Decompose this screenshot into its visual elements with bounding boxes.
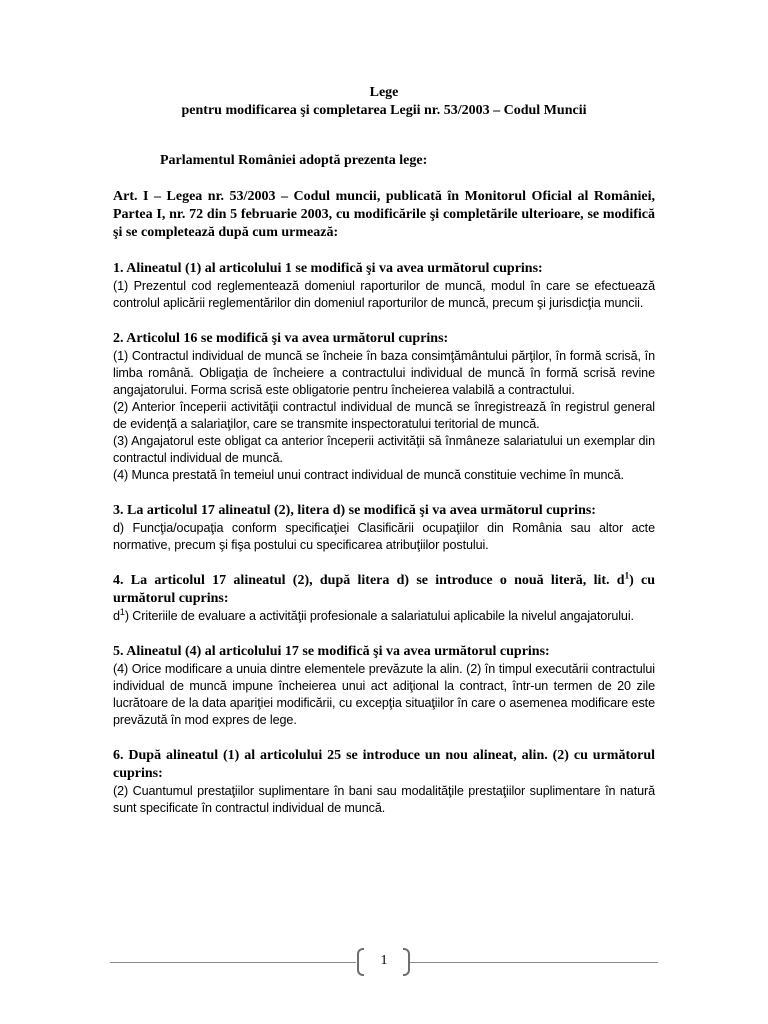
document-subtitle: pentru modificarea şi completarea Legii nr. 53/2003 – Codul Muncii: [181, 103, 587, 118]
section-paragraph: [113, 608, 655, 625]
heading-text: 4. La articolul 17 alineatul (2), după litera d) se introduce o nouă literă, lit. d: [113, 573, 625, 588]
section-1: [113, 260, 655, 312]
superscript: 1: [624, 570, 630, 581]
section-paragraph: (4) Orice modificare a unuia dintre elementele prevăzute la alin. (2) în timpul executării contractului individual de muncă impune încheierea unui act adiţional la contract, într-un termen de 20 zile lucrătoare de la data apariţiei modificării, cu excepţia situaţiilor în care o asemenea modificare este prevăzută în mod expres de lege.: [113, 662, 655, 727]
section-heading: [113, 572, 655, 608]
section-5: [113, 643, 655, 729]
page-number: 1: [380, 953, 388, 968]
article-i: Art. I – Legea nr. 53/2003 – Codul muncii, publicată în Monitorul Oficial al României, Partea I, nr. 72 din 5 februarie 2003, cu modificările şi completările ulterioare, se modifică şi se completează după cum urmează:: [113, 189, 655, 240]
section-3: [113, 502, 655, 554]
footer-rule-left: [110, 962, 356, 963]
section-heading: 5. Alineatul (4) al articolului 17 se modifică şi va avea următorul cuprins:: [113, 644, 550, 659]
section-paragraph: (2) Cuantumul prestaţiilor suplimentare în bani sau modalităţile prestaţiilor suplimentare în natură sunt specificate în contractul individual de muncă.: [113, 784, 655, 815]
para-text: d: [113, 609, 120, 623]
section-4: [113, 572, 655, 625]
document-title: Lege: [369, 85, 399, 100]
section-paragraph: (1) Contractul individual de muncă se încheie în baza consimţământului părţilor, în formă scrisă, în limba română. Obligaţia de încheiere a contractului individual de muncă în formă scrisă revine angajatorului. Forma scrisă este obligatorie pentru încheierea valabilă a contractului.: [113, 349, 655, 397]
section-heading: 6. După alineatul (1) al articolului 25 se introduce un nou alineat, alin. (2) cu următorul cuprins:: [113, 748, 655, 781]
section-paragraph: (1) Prezentul cod reglementează domeniul raporturilor de muncă, modul în care se efectuează controlul aplicării reglementărilor din domeniul raporturilor de muncă, precum şi jurisdicţia muncii.: [113, 279, 655, 310]
superscript: 1: [119, 606, 125, 617]
intro-statement: Parlamentul României adoptă prezenta lege:: [160, 153, 428, 168]
footer-bracket-right: [403, 948, 410, 976]
section-heading: 2. Articolul 16 se modifică şi va avea următorul cuprins:: [113, 331, 449, 346]
section-paragraph: (4) Munca prestată în temeiul unui contract individual de muncă constituie vechime în muncă.: [113, 468, 624, 482]
section-6: [113, 747, 655, 817]
document-page: [113, 84, 655, 817]
section-heading: 3. La articolul 17 alineatul (2), litera d) se modifică şi va avea următorul cuprins:: [113, 503, 596, 518]
section-paragraph: (3) Angajatorul este obligat ca anterior începerii activităţii să înmâneze salariatului un exemplar din contractul individual de muncă.: [113, 434, 655, 465]
page-footer: [110, 948, 658, 978]
section-heading: 1. Alineatul (1) al articolului 1 se modifică şi va avea următorul cuprins:: [113, 261, 543, 276]
para-text: ) Criteriile de evaluare a activităţii profesionale a salariatului aplicabile la nivelul angajatorului.: [124, 609, 634, 623]
footer-rule-right: [410, 962, 658, 963]
footer-bracket-left: [357, 948, 364, 976]
section-paragraph: d) Funcţia/ocupaţia conform specificaţiei Clasificării ocupaţiilor din România sau altor acte normative, precum şi fişa postului cu specificarea atribuţiilor postului.: [113, 521, 655, 552]
section-2: [113, 330, 655, 484]
section-paragraph: (2) Anterior începerii activităţii contractul individual de muncă se înregistrează în registrul general de evidenţă a salariaţilor, care se transmite inspectoratului teritorial de muncă.: [113, 400, 655, 431]
heading-text: ) cu următorul cuprins:: [113, 573, 655, 606]
